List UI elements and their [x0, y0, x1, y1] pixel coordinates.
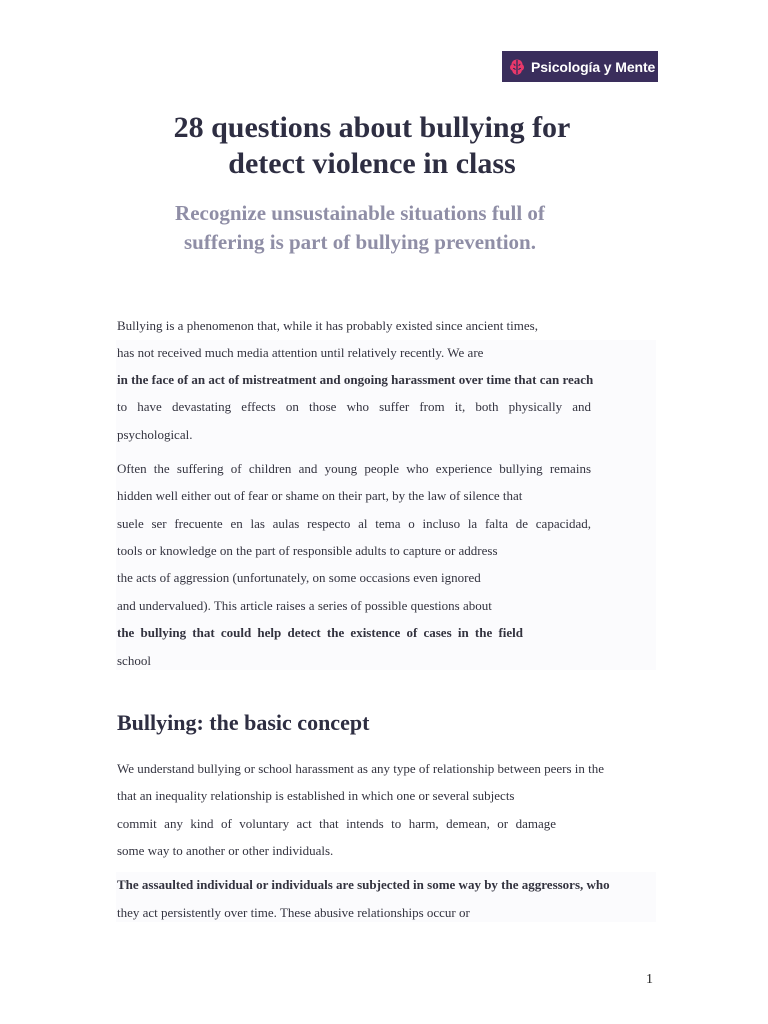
- paragraph-line: and undervalued). This article raises a series of possible questions about: [117, 598, 492, 613]
- brand-logo: [502, 51, 658, 82]
- paragraph-line: to have devastating effects on those who suffer from it, both physically and: [117, 399, 591, 414]
- page-number: 1: [646, 972, 653, 987]
- subtitle-line-2: suffering is part of bullying prevention.: [184, 230, 536, 254]
- paragraph-line: tools or knowledge on the part of responsible adults to capture or address: [117, 543, 498, 558]
- paragraph-line: that an inequality relationship is established in which one or several subjects: [117, 788, 515, 803]
- paragraph-line: the acts of aggression (unfortunately, on some occasions even ignored: [117, 570, 481, 585]
- paragraph-line: psychological.: [117, 427, 193, 442]
- paragraph-line: commit any kind of voluntary act that intends to harm, demean, or damage: [117, 816, 556, 831]
- page-title: [110, 110, 634, 182]
- logo-text: Psicología y Mente: [531, 58, 656, 75]
- paragraph-line: the bullying that could help detect the existence of cases in the field: [117, 625, 523, 640]
- brain-icon: [509, 58, 525, 76]
- paragraph-line: suele ser frecuente en las aulas respecto al tema o incluso la falta de capacidad,: [117, 516, 591, 531]
- paragraph-line: hidden well either out of fear or shame on their part, by the law of silence that: [117, 488, 523, 503]
- paragraph-line: Often the suffering of children and young people who experience bullying remains: [117, 461, 591, 476]
- subtitle-line-1: Recognize unsustainable situations full of: [175, 201, 545, 225]
- paragraph-line: some way to another or other individuals.: [117, 843, 334, 858]
- paragraph-line: they act persistently over time. These abusive relationships occur or: [117, 905, 470, 920]
- paragraph-line: school: [117, 653, 151, 668]
- page-subtitle: [130, 199, 590, 257]
- title-line-2: detect violence in class: [228, 147, 516, 180]
- section-heading: Bullying: the basic concept: [117, 710, 370, 735]
- paragraph-line: The assaulted individual or individuals are subjected in some way by the aggressors, who: [117, 877, 610, 892]
- title-line-1: 28 questions about bullying for: [173, 111, 571, 144]
- paragraph-line: in the face of an act of mistreatment and ongoing harassment over time that can reach: [117, 372, 594, 387]
- paragraph-line: Bullying is a phenomenon that, while it has probably existed since ancient times,: [117, 318, 538, 333]
- paragraph-line: We understand bullying or school harassment as any type of relationship between peers in the: [117, 761, 605, 776]
- paragraph-background: [116, 340, 656, 670]
- paragraph-line: has not received much media attention until relatively recently. We are: [117, 345, 484, 360]
